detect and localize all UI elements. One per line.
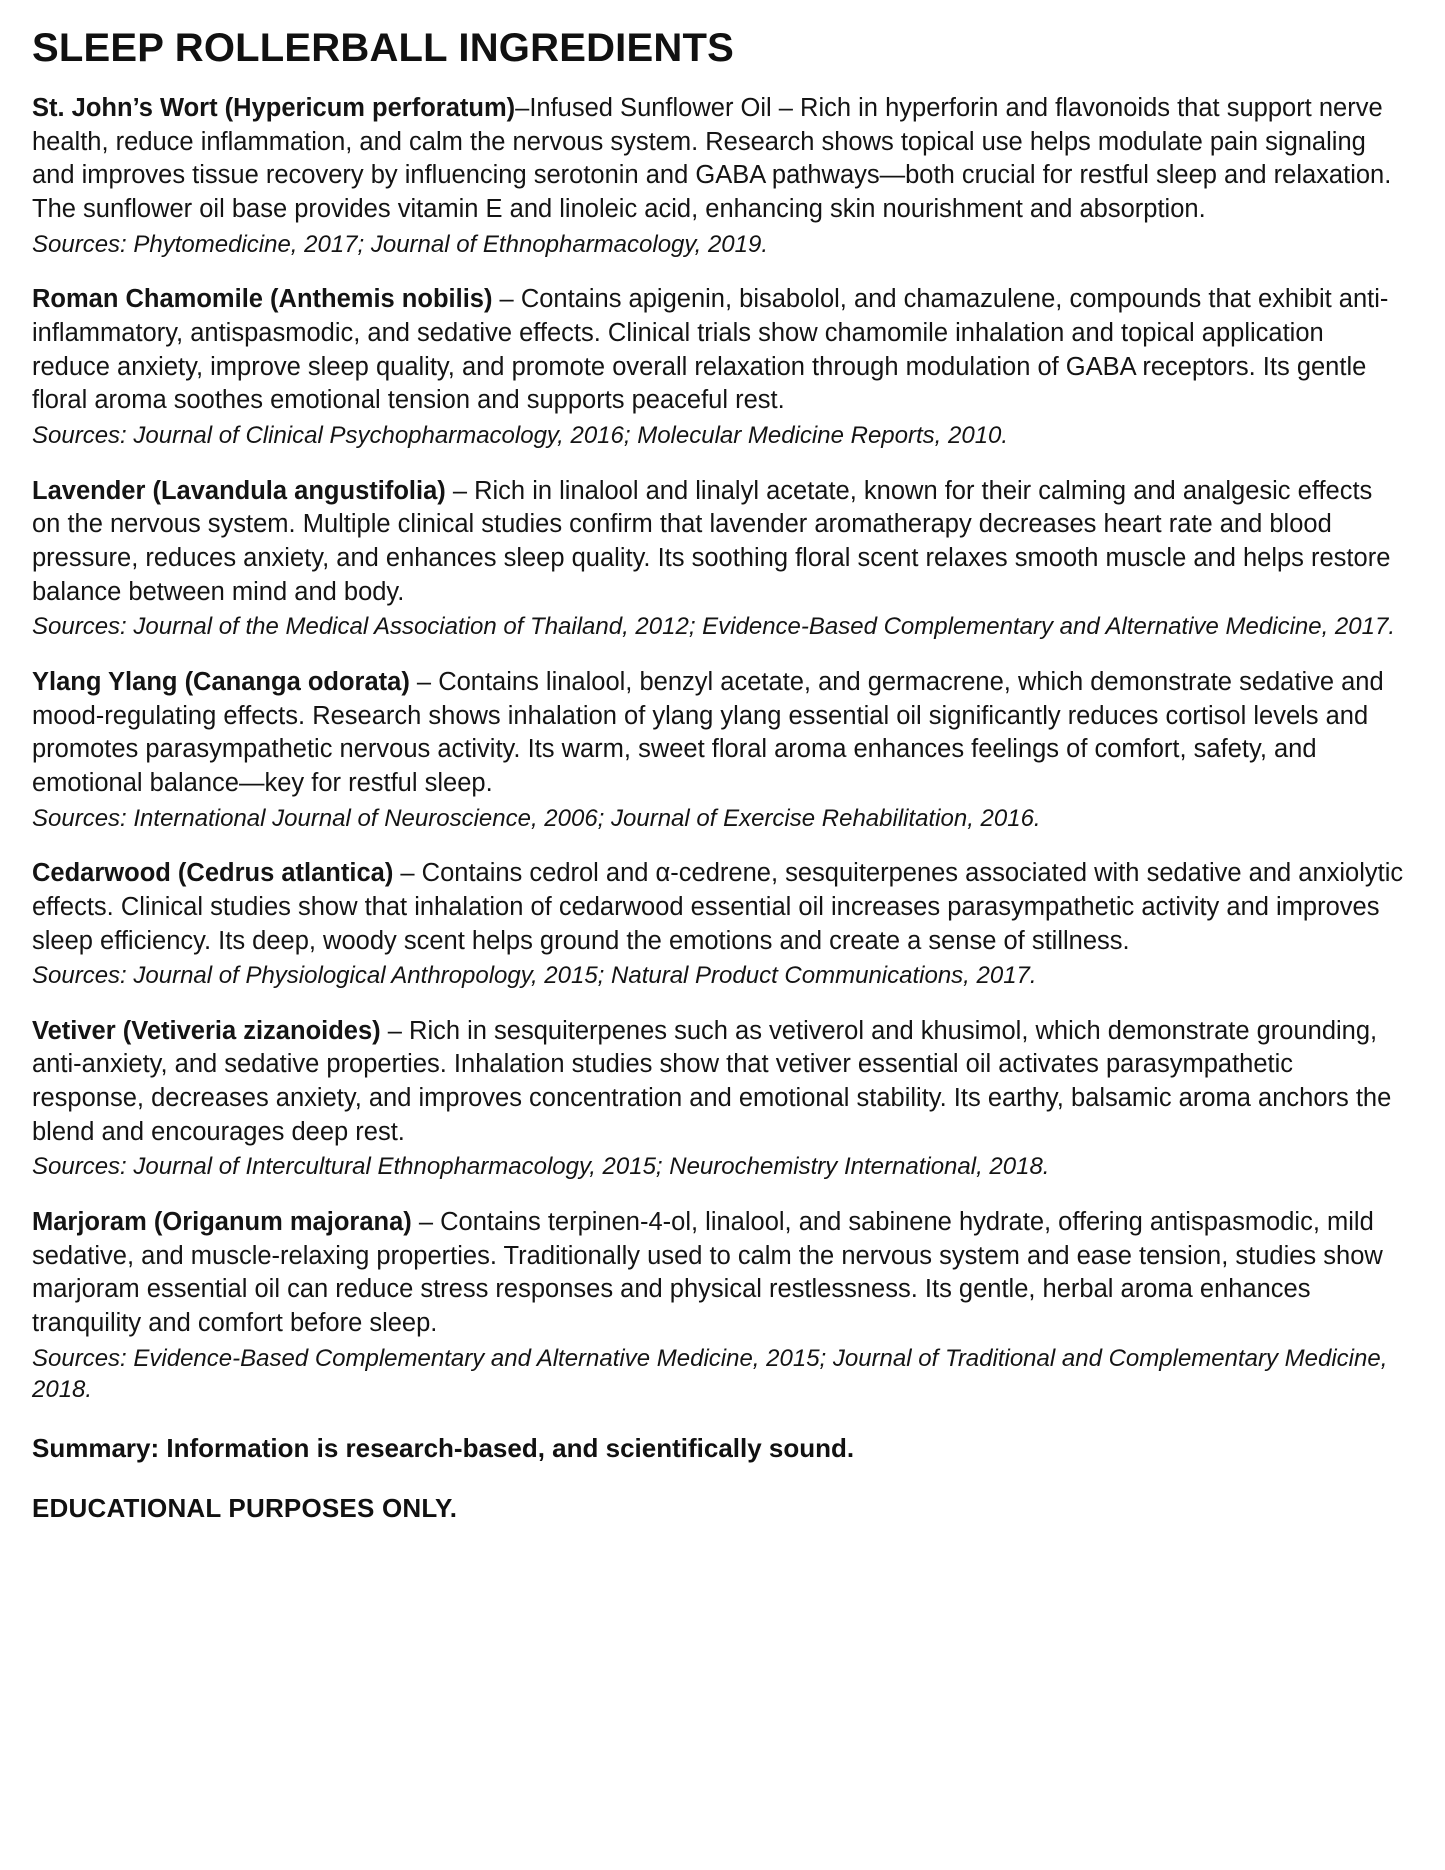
ingredient-name: Ylang Ylang (Cananga odorata) (32, 667, 410, 696)
ingredient-description (32, 1015, 1405, 1150)
ingredient-entry (32, 1015, 1405, 1183)
ingredient-name: St. John’s Wort (Hypericum perforatum) (32, 94, 516, 122)
ingredient-entry (32, 666, 1405, 834)
ingredient-sources: Sources: Journal of Physiological Anthropology, 2015; Natural Product Communications, 2017. (32, 962, 1037, 990)
ingredient-text: – Contains linalool, benzyl acetate, and germacrene, which demonstrate sedative and mood-regulating effects. Research shows inhalation of ylang ylang essential oil significantly reduces cortisol levels and promotes parasympathetic nervous activity. Its warm, sweet floral aroma enhances feelings of comfort, safety, and emotional balance—key for restful sleep. (32, 667, 1384, 797)
ingredient-sources: Sources: Journal of Intercultural Ethnopharmacology, 2015; Neurochemistry International, 2018. (32, 1153, 1050, 1181)
ingredient-text: – Contains terpinen-4-ol, linalool, and sabinene hydrate, offering antispasmodic, mild sedative, and muscle-relaxing properties. Traditionally used to calm the nervous system and ease tension, studies show marjoram essential oil can reduce stress responses and physical restlessness. Its gentle, herbal aroma enhances tranquility and comfort before sleep. (32, 1208, 1383, 1338)
ingredient-entry (32, 857, 1405, 992)
ingredient-description (32, 857, 1405, 958)
ingredient-entry (32, 92, 1405, 260)
ingredient-text: – Contains apigenin, bisabolol, and chamazulene, compounds that exhibit anti-inflammatory, antispasmodic, and sedative effects. Clinical trials show chamomile inhalation and topical application reduce anxiety, improve sleep quality, and promote overall relaxation through modulation of GABA receptors. Its gentle floral aroma soothes emotional tension and supports peaceful rest. (32, 285, 1389, 415)
summary-statement: Summary: Information is research-based, and scientifically sound. (32, 1433, 855, 1464)
ingredient-entry (32, 1206, 1405, 1406)
ingredient-name: Vetiver (Vetiveria zizanoides) (32, 1016, 381, 1045)
ingredient-name: Lavender (Lavandula angustifolia) (32, 476, 446, 505)
ingredient-sources: Sources: Phytomedicine, 2017; Journal of Ethnopharmacology, 2019. (32, 230, 769, 258)
ingredient-text: – Rich in linalool and linalyl acetate, known for their calming and analgesic effects on the nervous system. Multiple clinical studies confirm that lavender aromatherapy decreases heart rate and blood pressure, reduces anxiety, and enhances sleep quality. Its soothing floral scent relaxes smooth muscle and helps restore balance between mind and body. (32, 476, 1391, 606)
ingredient-text: – Contains cedrol and α-cedrene, sesquiterpenes associated with sedative and anxiolytic effects. Clinical studies show that inhalation of cedarwood essential oil increases parasympathetic activity and improves sleep efficiency. Its deep, woody scent helps ground the emotions and create a sense of stillness. (32, 859, 1404, 955)
ingredient-entry (32, 475, 1405, 643)
ingredient-entry (32, 283, 1405, 451)
page-title: SLEEP ROLLERBALL INGREDIENTS (32, 26, 734, 70)
ingredient-name: Roman Chamomile (Anthemis nobilis) (32, 285, 493, 314)
ingredient-description (32, 666, 1405, 801)
ingredient-description (32, 1206, 1405, 1341)
ingredient-name: Cedarwood (Cedrus atlantica) (32, 859, 394, 888)
ingredient-description (32, 92, 1405, 227)
disclaimer-statement: EDUCATIONAL PURPOSES ONLY. (32, 1492, 458, 1523)
ingredient-sources: Sources: International Journal of Neuroscience, 2006; Journal of Exercise Rehabilitation, 2016. (32, 804, 1041, 832)
ingredient-text: – Rich in sesquiterpenes such as vetiverol and khusimol, which demonstrate grounding, anti-anxiety, and sedative properties. Inhalation studies show that vetiver essential oil activates parasympathetic response, decreases anxiety, and improves concentration and emotional stability. Its earthy, balsamic aroma anchors the blend and encourages deep rest. (32, 1016, 1392, 1146)
ingredient-name: Marjoram (Origanum majorana) (32, 1208, 412, 1237)
ingredient-sources: Sources: Journal of Clinical Psychopharmacology, 2016; Molecular Medicine Reports, 2010. (32, 421, 1009, 449)
ingredient-text: –Infused Sunflower Oil – Rich in hyperforin and flavonoids that support nerve health, reduce inflammation, and calm the nervous system. Research shows topical use helps modulate pain signaling and improves tissue recovery by influencing serotonin and GABA pathways—both crucial for restful sleep and relaxation. The sunflower oil base provides vitamin E and linoleic acid, enhancing skin nourishment and absorption. (32, 94, 1392, 223)
ingredient-sources: Sources: Journal of the Medical Association of Thailand, 2012; Evidence-Based Complementary and Alternative Medicine, 2017. (32, 613, 1395, 641)
ingredient-description (32, 283, 1405, 418)
ingredient-description (32, 475, 1405, 610)
ingredient-sources: Sources: Evidence-Based Complementary and Alternative Medicine, 2015; Journal of Traditional and Complementary Medicine, 2018. (32, 1344, 1388, 1404)
